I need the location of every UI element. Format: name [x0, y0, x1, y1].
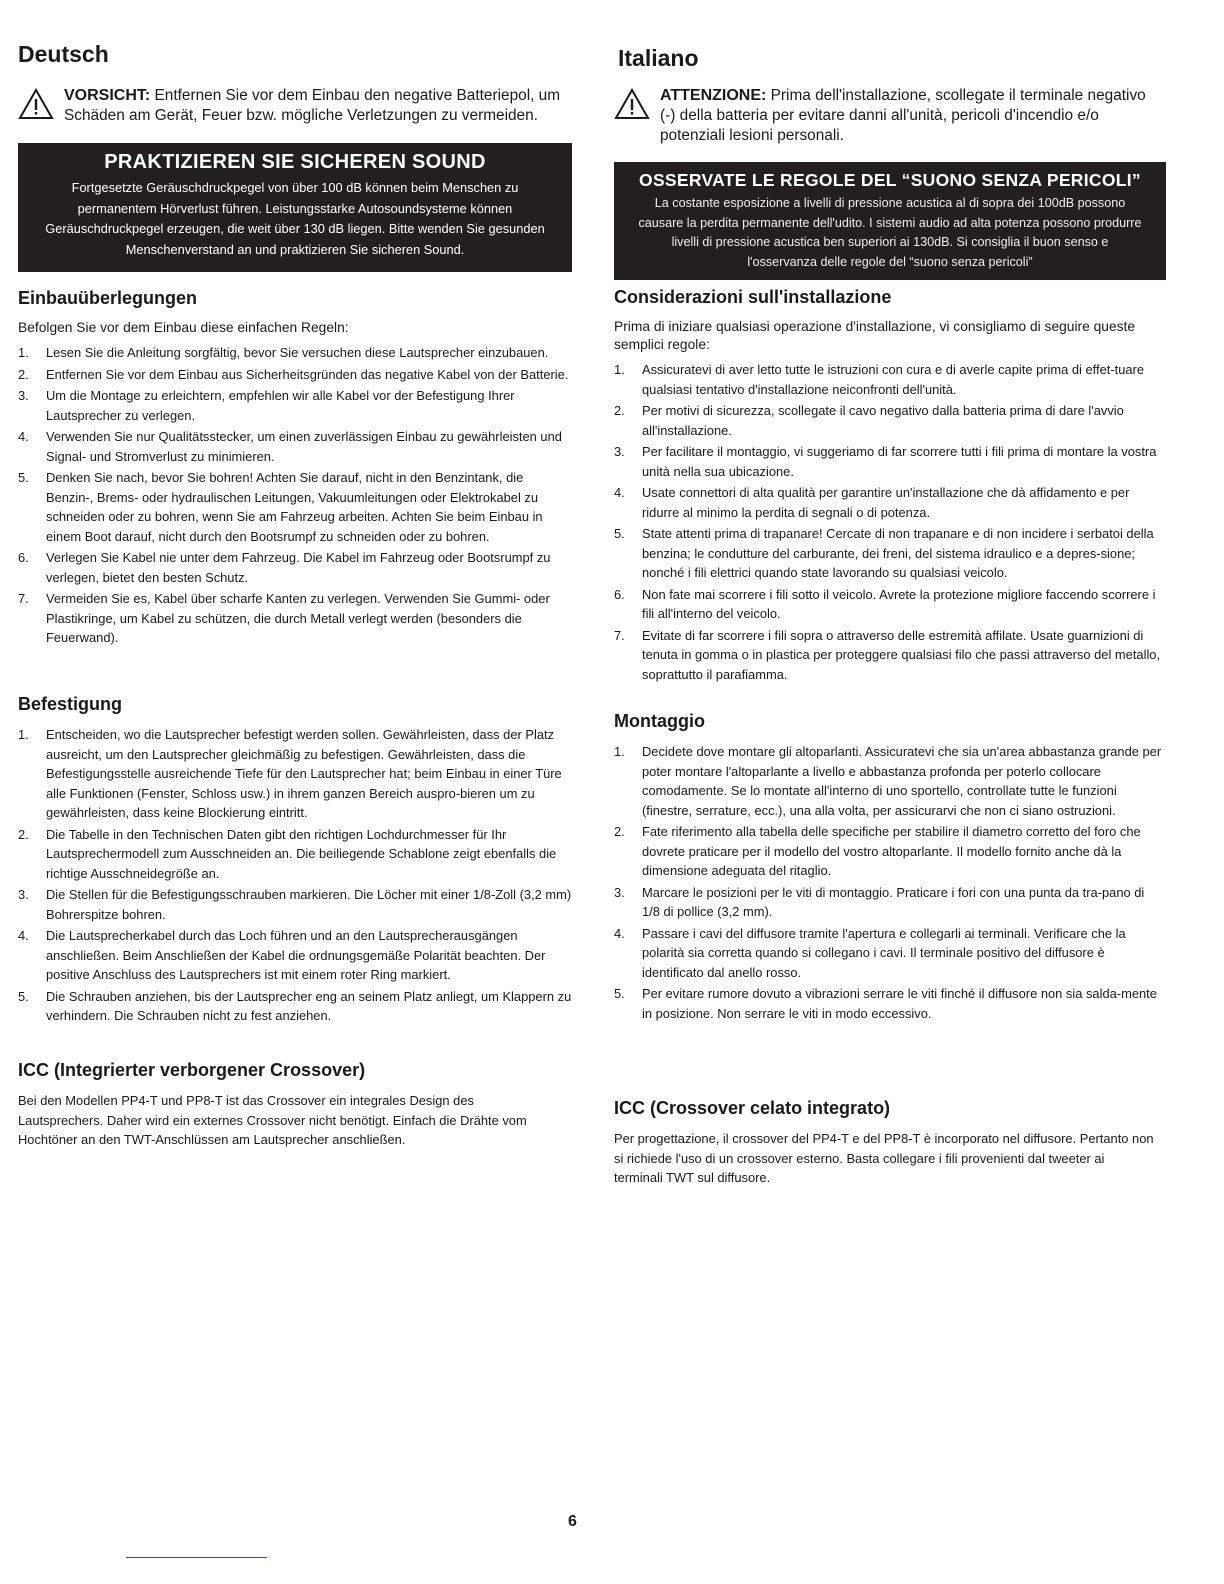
list-item-text: Fate riferimento alla tabella delle specifiche per stabilire il diametro corretto del foro che dovrete praticare per il modello del vostro altoparlante. Il modello fornito anche dà la dimensione adeguata del ritaglio.	[642, 824, 1141, 878]
german-install-list	[18, 343, 574, 648]
list-item-number: 6.	[18, 550, 29, 565]
list-item	[18, 468, 574, 546]
list-item-text: Entscheiden, wo die Lautsprecher befestigt werden sollen. Gewährleisten, dass der Platz ausreicht, um den Lautsprecher gleichmäßig zu befestigen. Gewährleisten, dass die Befestigungsstelle ausreichende Tiefe für den Lautsprecher hat; beim Einbau in einer Türe alle Funktionen (Fenster, Schloss usw.) in ihrem ganzen Bereich auspro-bieren um zu gewährleisten, dass keine Blockierung eintritt.	[46, 727, 562, 820]
list-item-text: Decidete dove montare gli altoparlanti. Assicuratevi che sia un'area abbastanza grande per poter montare l'altoparlante a livello e abbastanza profonda per poterlo collocare comodamente. Se lo montate all'interno di uno sportello, controllate tutte le funzioni (finestre, serrature, ecc.), una alla volta, per assicurarvi che non ci siano ostruzioni.	[642, 744, 1162, 818]
german-title: Deutsch	[18, 41, 109, 67]
list-item-number: 4.	[614, 925, 625, 941]
list-item-number: 1.	[614, 744, 625, 759]
list-item	[614, 401, 1164, 440]
italian-safe-sound-banner	[614, 162, 1166, 280]
list-item	[18, 725, 574, 823]
list-item-number: 5.	[18, 470, 29, 485]
list-item	[614, 883, 1164, 922]
list-item-text: Per motivi di sicurezza, scollegate il cavo negativo dalla batteria prima di dare l'avvio all'installazione.	[642, 403, 1124, 438]
german-install-section	[18, 288, 574, 650]
list-item-number: 4.	[18, 429, 29, 444]
list-item	[614, 360, 1164, 399]
italian-title: Italiano	[618, 45, 699, 71]
german-install-title: Einbauüberlegungen	[18, 288, 198, 308]
german-mount-list	[18, 725, 574, 1026]
italian-mount-title: Montaggio	[614, 711, 705, 731]
list-item-number: 1.	[614, 362, 625, 377]
list-item-text: Die Schrauben anziehen, bis der Lautsprecher eng an seinem Platz anliegt, um Klappern zu verhindern. Die Schrauben nicht zu fest anziehen.	[46, 988, 572, 1023]
italian-mount-list	[614, 742, 1164, 1023]
list-item	[18, 987, 574, 1026]
german-mount-section	[18, 694, 574, 1028]
list-item	[18, 825, 574, 884]
list-item-text: Non fate mai scorrere i fili sotto il veicolo. Avrete la protezione migliore faccendo scorrere i fili all'interno del veicolo.	[642, 586, 1156, 621]
list-item	[18, 365, 574, 385]
italian-install-title: Considerazioni sull'installazione	[614, 287, 892, 307]
list-item-number: 4.	[18, 928, 29, 943]
list-item-number: 2.	[18, 366, 29, 382]
list-item-number: 6.	[614, 586, 625, 602]
list-item	[18, 926, 574, 985]
german-caution-label: VORSICHT:	[64, 87, 151, 104]
list-item	[18, 386, 574, 425]
warning-icon	[18, 88, 54, 120]
german-icc-title: ICC (Integrierter verborgener Crossover)	[18, 1060, 366, 1080]
list-item-number: 2.	[614, 403, 625, 418]
list-item-number: 1.	[18, 727, 29, 742]
italian-caution	[614, 86, 1164, 146]
list-item-number: 7.	[614, 627, 625, 643]
list-item-number: 4.	[614, 485, 625, 500]
list-item-number: 3.	[18, 887, 29, 902]
italian-banner-text: La costante esposizione a livelli di pressione acustica al di sopra dei 100dB possono causare la perdita permanente dell'udito. I sistemi audio ad alta potenza possono produrre livelli di pressione acustica ben superiori ai 130dB. Si consiglia il buon senso e l'osservanza delle regole del “suono senza pericoli”	[638, 196, 1142, 269]
list-item	[614, 984, 1164, 1023]
german-banner-title: PRAKTIZIEREN SIE SICHEREN SOUND	[104, 151, 486, 173]
italian-install-list	[614, 360, 1164, 684]
german-mount-title: Befestigung	[18, 694, 123, 714]
list-item-number: 2.	[614, 824, 625, 839]
list-item	[614, 626, 1164, 685]
german-install-intro: Befolgen Sie vor dem Einbau diese einfachen Regeln:	[18, 320, 349, 335]
german-icc-section	[18, 1060, 558, 1150]
list-item	[18, 427, 574, 466]
list-item	[614, 524, 1164, 583]
page-number: 6	[568, 1513, 577, 1530]
list-item-number: 3.	[18, 388, 29, 403]
list-item	[614, 822, 1164, 881]
list-item-number: 2.	[18, 826, 29, 842]
list-item-text: State attenti prima di trapanare! Cercate di non trapanare e di non incidere i serbatoi della benzina; le condutture del carburante, dei freni, del sistema idraulico e a depres-sione; nonché i fili elettrici quando state lavorando su qualsiasi veicolo.	[642, 526, 1154, 580]
list-item-text: Denken Sie nach, bevor Sie bohren! Achten Sie darauf, nicht in den Benzintank, die Benzin-, Brems- oder hydraulischen Leitungen, Vakuumleitungen oder Elektrokabel zu schneiden oder zu bohren, wenn Sie am Fahrzeug arbeiten. Achten Sie beim Einbau in einem Boot darauf, nicht durch den Bootsrumpf zu schneiden oder zu bohren.	[46, 470, 543, 544]
list-item-text: Lesen Sie die Anleitung sorgfältig, bevor Sie versuchen diese Lautsprecher einzubauen.	[46, 345, 549, 360]
list-item	[614, 742, 1164, 820]
list-item-text: Vermeiden Sie es, Kabel über scharfe Kanten zu verlegen. Verwenden Sie Gummi- oder Plastikringe, um Kabel zu schützen, die durch Metall verlegt werden (besonders die Feuerwand).	[46, 591, 550, 645]
list-item	[18, 885, 574, 924]
list-item	[614, 442, 1164, 481]
list-item-number: 7.	[18, 591, 29, 606]
list-item-number: 5.	[614, 986, 625, 1001]
italian-mount-section	[614, 711, 1164, 1025]
list-item-text: Verlegen Sie Kabel nie unter dem Fahrzeug. Die Kabel im Fahrzeug oder Bootsrumpf zu verlegen, bietet den besten Schutz.	[46, 550, 551, 585]
german-banner-text: Fortgesetzte Geräuschdruckpegel von über 100 dB können beim Menschen zu permanentem Hörverlust führen. Leistungsstarke Autosoundsysteme können Geräuschdruckpegel erzeugen, die weit über 130 dB liegen. Bitte wenden Sie gesunden Menschenverstand an und praktizieren Sie sicheren Sound.	[45, 180, 545, 257]
german-safe-sound-banner	[18, 143, 572, 272]
list-item-number: 1.	[18, 345, 29, 360]
italian-install-intro: Prima di iniziare qualsiasi operazione d'installazione, vi consigliamo di seguire queste semplici regole:	[614, 319, 1136, 352]
italian-icc-section	[614, 1098, 1154, 1188]
list-item-number: 5.	[614, 526, 625, 541]
list-item-text: Usate connettori di alta qualità per garantire un'installazione che dà affidamento e per ridurre al minimo la perdita di segnali o di potenza.	[642, 485, 1130, 520]
german-caution-body: Entfernen Sie vor dem Einbau den negative Batteriepol, um Schäden am Gerät, Feuer bzw. mögliche Verletzungen zu vermeiden.	[64, 87, 561, 124]
list-item-text: Per evitare rumore dovuto a vibrazioni serrare le viti finché il diffusore non sia salda-mente in posizione. Non serrare le viti in modo eccessivo.	[642, 986, 1157, 1021]
list-item-text: Assicuratevi di aver letto tutte le istruzioni con cura e di averle capite prima di effet-tuare qualsiasi tentativo d'installazione neiconfronti dell'unità.	[642, 362, 1145, 397]
list-item-number: 3.	[614, 444, 625, 459]
list-item-text: Evitate di far scorrere i fili sopra o attraverso delle estremità affilate. Usate guarnizioni di tenuta in gomma o in plastica per proteggere qualsiasi filo che passi attraverso del metallo, soprattutto il parafiamma.	[642, 627, 1161, 682]
german-icc-text: Bei den Modellen PP4-T und PP8-T ist das Crossover ein integrales Design des Lautsprechers. Daher wird ein externes Crossover nicht benötigt. Einfach die Drähte vom Hochtöner an den TWT-Anschlüssen am Lautsprecher anschließen.	[18, 1093, 527, 1147]
italian-banner-title: OSSERVATE LE REGOLE DEL “SUONO SENZA PERICOLI”	[639, 170, 1141, 190]
list-item	[614, 585, 1164, 624]
list-item-number: 3.	[614, 884, 625, 900]
italian-caution-body: Prima dell'installazione, scollegate il terminale negativo (-) della batteria per evitare danni all'unità, pericoli d'incendio e/o potenziali lesioni personali.	[660, 87, 1146, 144]
list-item	[18, 589, 574, 648]
italian-caution-label: ATTENZIONE:	[660, 87, 767, 104]
footer-rule	[126, 1557, 267, 1558]
list-item	[614, 483, 1164, 522]
italian-caution-text	[660, 86, 1164, 146]
list-item-text: Die Lautsprecherkabel durch das Loch führen und an den Lautsprecherausgängen anschließen. Beim Anschließen der Kabel die ordnungsgemäße Polarität beachten. Der positive Anschluss des Lautsprechers ist mit einem roter Ring markiert.	[46, 928, 546, 982]
list-item-text: Passare i cavi del diffusore tramite l'apertura e collegarli ai terminali. Verificare che la polarità sia corretta quando si collegano i cavi. Il terminale positivo del diffusore è identificato dal anello rosso.	[642, 925, 1126, 980]
list-item	[614, 924, 1164, 983]
german-caution	[18, 86, 574, 126]
list-item-text: Entfernen Sie vor dem Einbau aus Sicherheitsgründen das negative Kabel von der Batterie.	[46, 366, 569, 382]
list-item	[18, 343, 574, 363]
list-item-text: Die Tabelle in den Technischen Daten gibt den richtigen Lochdurchmesser für Ihr Lautsprechermodell zum Ausschneiden an. Die beiliegende Schablone zeigt ebenfalls die richtige Ausschneidegröße an.	[46, 826, 557, 881]
list-item-number: 5.	[18, 988, 29, 1004]
german-caution-text	[64, 86, 574, 126]
warning-icon	[614, 88, 650, 120]
italian-icc-title: ICC (Crossover celato integrato)	[614, 1098, 891, 1118]
list-item-text: Verwenden Sie nur Qualitätsstecker, um einen zuverlässigen Einbau zu gewährleisten und Signal- und Stromverlust zu minimieren.	[46, 429, 562, 464]
list-item-text: Marcare le posizioni per le viti di montaggio. Praticare i fori con una punta da tra-pano di 1/8 di pollice (3,2 mm).	[642, 884, 1145, 919]
list-item-text: Per facilitare il montaggio, vi suggeriamo di far scorrere tutti i fili prima di montare la vostra unità nella sua ubicazione.	[642, 444, 1157, 479]
list-item	[18, 548, 574, 587]
list-item-text: Die Stellen für die Befestigungsschrauben markieren. Die Löcher mit einer 1/8-Zoll (3,2 mm) Bohrerspitze bohren.	[46, 887, 572, 922]
italian-install-section	[614, 287, 1164, 686]
list-item-text: Um die Montage zu erleichtern, empfehlen wir alle Kabel vor der Befestigung Ihrer Lautsprecher zu verlegen.	[46, 388, 515, 423]
italian-icc-text: Per progettazione, il crossover del PP4-T e del PP8-T è incorporato nel diffusore. Pertanto non si richiede l'uso di un crossover esterno. Basta collegare i fili provenienti dal tweeter ai terminali TWT sul diffusore.	[614, 1131, 1154, 1185]
